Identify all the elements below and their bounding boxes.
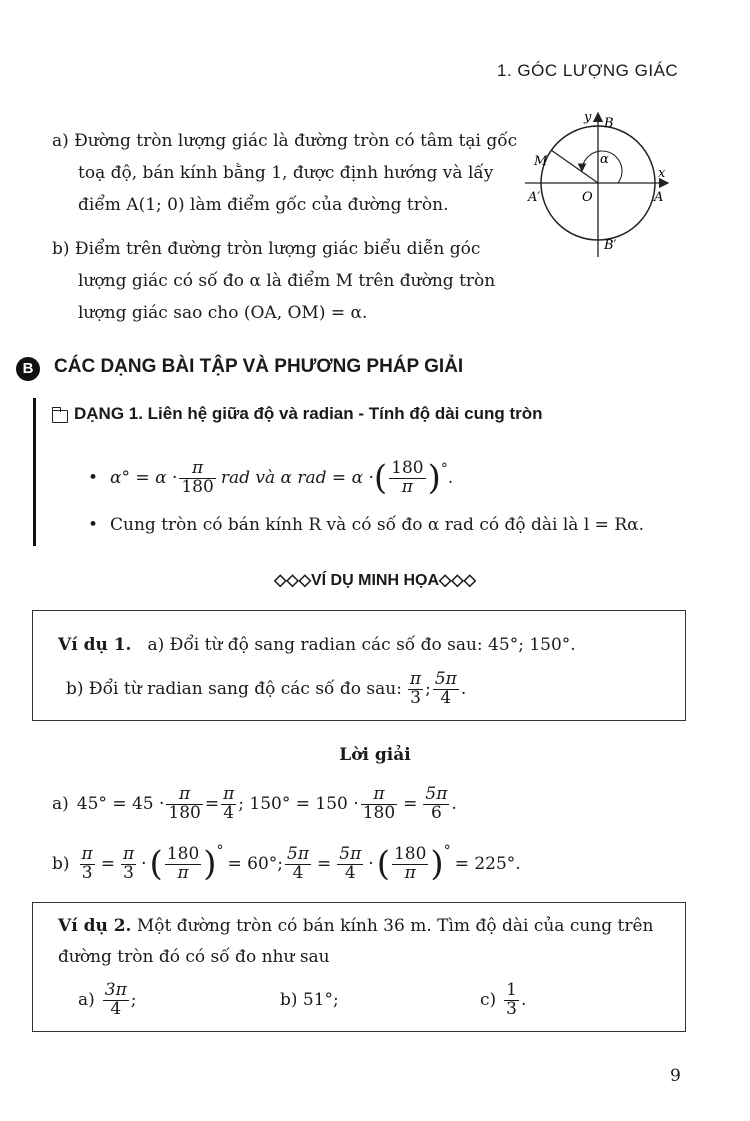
example-2-line-2: đường tròn đó có số đo như sau xyxy=(58,947,330,967)
example-1-line-a: Ví dụ 1. a) Đổi từ độ sang radian các số đo sau: 45°; 150°. xyxy=(58,635,576,655)
bullet-dot: • xyxy=(88,468,99,488)
bullet1-mid: rad và α rad = α · xyxy=(220,468,374,488)
dang1-title: DẠNG 1. Liên hệ giữa độ và radian - Tính độ dài cung tròn xyxy=(74,404,543,423)
chapter-title: 1. GÓC LƯỢNG GIÁC xyxy=(497,61,679,80)
label-m: M xyxy=(534,154,548,169)
dang1-bullet-1 xyxy=(88,456,453,500)
page-number: 9 xyxy=(670,1066,681,1086)
fraction-pi-180: $\frac{\pi}{180}$ xyxy=(181,457,214,497)
example-2-label: Ví dụ 2. xyxy=(58,916,132,936)
theory-a-line-1: a) Đường tròn lượng giác là đường tròn có tâm tại gốc xyxy=(52,131,518,151)
bullet1-end: . xyxy=(447,468,454,488)
bullet1-lhs: α° = α · xyxy=(110,468,178,488)
unit-circle-diagram xyxy=(520,105,680,265)
label-b: B xyxy=(604,116,614,131)
label-x: x xyxy=(658,166,666,181)
label-o: O xyxy=(582,190,593,205)
bullet-dot: • xyxy=(88,515,99,535)
theory-b-line-1: b) Điểm trên đường tròn lượng giác biểu diễn góc xyxy=(52,239,481,259)
label-alpha: α xyxy=(600,152,609,167)
solution-heading: Lời giải xyxy=(339,745,411,765)
label-b-prime: B′ xyxy=(604,238,617,253)
example-2-option-a: a) $\frac{3\pi}{4}$ ; xyxy=(78,979,137,1019)
label-y: y xyxy=(584,110,592,125)
theory-a-line-2: toạ độ, bán kính bằng 1, được định hướng và lấy xyxy=(78,163,494,183)
solution-b: b) $\frac{\pi}{3}$ = $\frac{\pi}{3}$ · ( $\frac{180}{\pi}$ ) ° = 60°; $\frac{5\pi}{4}$ = $\frac{5\pi}{4}$ · ( $\frac{180}{\pi}$ ) ° = 225°. xyxy=(52,843,521,884)
section-b-title: CÁC DẠNG BÀI TẬP VÀ PHƯƠNG PHÁP GIẢI xyxy=(54,356,464,377)
example-2-line-1: Ví dụ 2. Một đường tròn có bán kính 36 m. Tìm độ dài của cung trên xyxy=(58,916,654,936)
fraction-180-pi: $\frac{180}{\pi}$ xyxy=(391,457,424,497)
label-a-prime: A′ xyxy=(528,190,541,205)
degree-sign: ° xyxy=(440,461,448,477)
theory-b-line-2: lượng giác có số đo α là điểm M trên đường tròn xyxy=(78,271,496,291)
theory-a-line-3: điểm A(1; 0) làm điểm gốc của đường tròn. xyxy=(78,195,449,215)
fraction-pi-3: $\frac{\pi}{3}$ xyxy=(409,668,422,708)
paren-right: ) xyxy=(427,458,441,498)
fraction-5pi-4: $\frac{5\pi}{4}$ xyxy=(434,668,457,708)
dang1-bullet-2: • Cung tròn có bán kính R và có số đo α rad có độ dài là l = Rα. xyxy=(88,515,645,535)
section-b-badge: B xyxy=(16,357,40,381)
solution-a: a) 45° = 45 · $\frac{\pi}{180}$ = $\frac{\pi}{4}$ ; 150° = 150 · $\frac{\pi}{180}$ = $\frac{5\pi}{6}$ . xyxy=(52,783,457,823)
example-2-option-c: c) $\frac{1}{3}$ . xyxy=(480,979,527,1019)
label-a: A xyxy=(654,190,664,205)
dang1-left-bar xyxy=(33,398,36,546)
folder-icon-tab xyxy=(52,407,61,412)
example-2-option-b: b) 51°; xyxy=(280,990,339,1010)
paren-left: ( xyxy=(373,458,388,498)
examples-heading: ◇◇◇VÍ DỤ MINH HỌA◇◇◇ xyxy=(274,572,476,589)
example-1-label: Ví dụ 1. xyxy=(58,635,132,655)
example-1-line-b: b) Đổi từ radian sang độ các số đo sau: $\frac{\pi}{3}$ ; $\frac{5\pi}{4}$ . xyxy=(66,668,467,708)
theory-b-line-3: lượng giác sao cho (OA, OM) = α. xyxy=(78,303,368,323)
